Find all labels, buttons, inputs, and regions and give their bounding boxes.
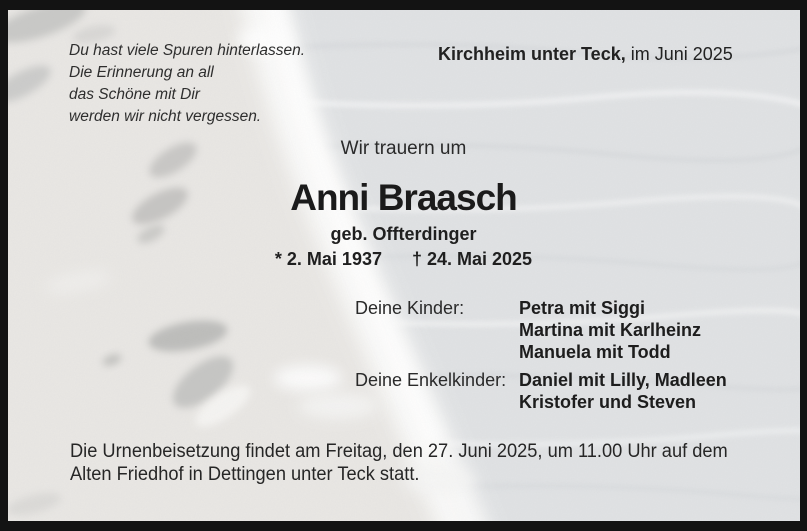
intro-phrase: Wir trauern um: [340, 138, 467, 159]
mourner-name: Petra mit Siggi: [519, 298, 646, 318]
dateline-place: Kirchheim unter Teck,: [438, 44, 626, 64]
epigraph-line: werden wir nicht vergessen.: [69, 108, 262, 125]
mourner-group-label: Deine Enkelkinder:: [355, 370, 507, 390]
maiden-name: geb. Offterdinger: [330, 224, 477, 244]
birth-date: * 2. Mai 1937: [274, 249, 382, 269]
deceased-name: Anni Braasch: [290, 177, 517, 218]
beach-photo-background: [8, 10, 800, 521]
mourner-name: Martina mit Karlheinz: [519, 320, 702, 340]
funeral-line: Alten Friedhof in Dettingen unter Teck statt.: [70, 464, 420, 485]
dateline-date: im Juni 2025: [625, 44, 733, 64]
epigraph-line: Du hast viele Spuren hinterlassen.: [69, 42, 306, 59]
funeral-line: Die Urnenbeisetzung findet am Freitag, den 27. Juni 2025, um 11.00 Uhr auf dem: [70, 441, 728, 462]
death-date: † 24. Mai 2025: [411, 249, 533, 269]
mourner-group-label: Deine Kinder:: [355, 298, 465, 318]
mourner-name: Daniel mit Lilly, Madleen: [519, 370, 727, 390]
epigraph-line: das Schöne mit Dir: [69, 86, 200, 103]
grain-texture: [8, 10, 800, 521]
mourner-name: Manuela mit Todd: [519, 342, 671, 362]
mourner-name: Kristofer und Steven: [519, 392, 697, 412]
epigraph-line: Die Erinnerung an all: [69, 64, 214, 81]
beach-scene-graphic: [8, 10, 800, 521]
